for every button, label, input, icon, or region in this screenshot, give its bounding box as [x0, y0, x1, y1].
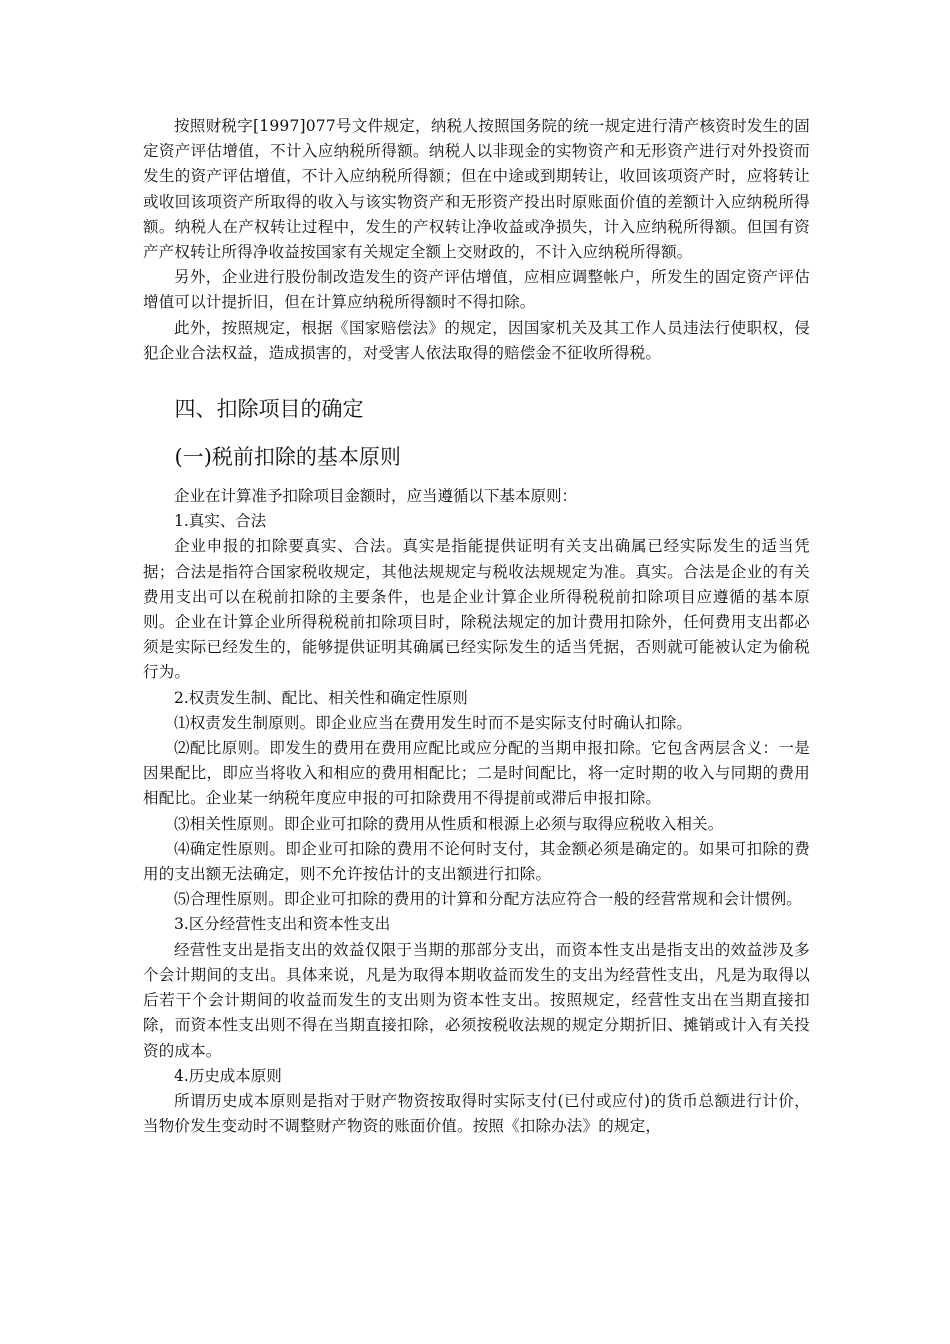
section-heading: 四、扣除项目的确定	[174, 397, 364, 422]
paragraph-asset-valuation: 按照财税字[1997]077号文件规定，纳税人按照国务院的统一规定进行清产核资时发生的固定资产评估增值，不计入应纳税所得额。纳税人以非现金的实物资产和无形资产进行对外投资而发生的资产评估增值，不计入应纳税所得额；但在中途或到期转让，收回该项资产时，应将转让或收回该项资产所取得的收入与该实物资产和无形资产投出时原账面价值的差额计入应纳税所得额。纳税人在产权转让过程中，发生的产权转让净收益或净损失，计入应纳税所得额。但国有资产产权转让所得净收益按国家有关规定全额上交财政的，不计入应纳税所得额。	[143, 117, 810, 262]
principle-2-item-5: ⑸合理性原则。即企业可扣除的费用的计算和分配方法应符合一般的经营常规和会计惯例。	[174, 890, 803, 909]
principle-4-body: 所谓历史成本原则是指对于财产物资按取得时实际支付(已付或应付)的货币总额进行计价，当物价发生变动时不调整财产物资的账面价值。按照《扣除办法》的规定，	[143, 1091, 810, 1136]
principle-1-body: 企业申报的扣除要真实、合法。真实是指能提供证明有关支出确属已经实际发生的适当凭据；合法是指符合国家税收规定，其他法规规定与税收法规规定为准。真实。合法是企业的有关费用支出可以在税前扣除的主要条件，也是企业计算企业所得税税前扣除项目应遵循的基本原则。企业在计算企业所得税税前扣除项目时，除税法规定的加计费用扣除外，任何费用支出都必须是实际已经发生的，能够提供证明其确属已经实际发生的适当凭据，否则就可能被认定为偷税行为。	[143, 537, 810, 682]
principle-2-item-3: ⑶相关性原则。即企业可扣除的费用从性质和根源上必须与取得应税收入相关。	[174, 814, 724, 833]
subsection-heading: (一)税前扣除的基本原则	[174, 445, 401, 470]
document-body	[143, 114, 810, 1139]
principle-4-title: 4.历史成本原则	[174, 1066, 282, 1085]
principle-2-item-1: ⑴权责发生制原则。即企业应当在费用发生时而不是实际支付时确认扣除。	[174, 713, 693, 732]
principle-3-body: 经营性支出是指支出的效益仅限于当期的那部分支出，而资本性支出是指支出的效益涉及多个会计期间的支出。具体来说，凡是为取得本期收益而发生的支出为经营性支出，凡是为取得以后若干个会计期间的收益而发生的支出则为资本性支出。按照规定，经营性支出在当期直接扣除，而资本性支出则不得在当期直接扣除，必须按税收法规的规定分期折旧、摊销或计入有关投资的成本。	[143, 940, 810, 1060]
principle-2-title: 2.权责发生制、配比、相关性和确定性原则	[174, 688, 468, 707]
principle-2-item-4: ⑷确定性原则。即企业可扣除的费用不论何时支付，其金额必须是确定的。如果可扣除的费用的支出额无法确定，则不允许按估计的支出额进行扣除。	[143, 839, 810, 884]
paragraph-state-compensation: 此外，按照规定，根据《国家赔偿法》的规定，因国家机关及其工作人员违法行使职权，侵犯企业合法权益，造成损害的，对受害人依法取得的赔偿金不征收所得税。	[143, 318, 810, 362]
paragraph-shareholding-reform: 另外，企业进行股份制改造发生的资产评估增值，应相应调整帐户，所发生的固定资产评估增值可以计提折旧，但在计算应纳税所得额时不得扣除。	[143, 268, 810, 312]
intro-paragraph: 企业在计算准予扣除项目金额时，应当遵循以下基本原则：	[174, 487, 578, 506]
principle-2-item-2: ⑵配比原则。即发生的费用在费用应配比或应分配的当期申报扣除。它包含两层含义：一是因果配比，即应当将收入和相应的费用相配比；二是时间配比，将一定时期的收入与同期的费用相配比。企业某一纳税年度应申报的可扣除费用不得提前或滞后申报扣除。	[143, 739, 810, 808]
principle-3-title: 3.区分经营性支出和资本性支出	[174, 915, 391, 934]
principle-1-title: 1.真实、合法	[174, 512, 267, 531]
